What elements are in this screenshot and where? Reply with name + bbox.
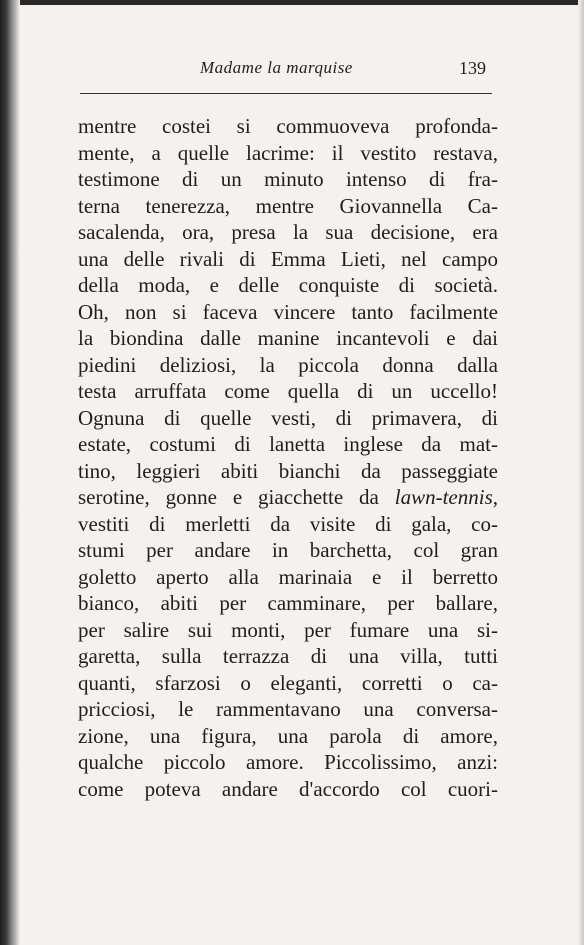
text-line: mente, a quelle lacrime: il vestito restava, bbox=[78, 140, 498, 165]
text-line: della moda, e delle conquiste di società. bbox=[78, 273, 498, 297]
text-line: mentre costei si commuoveva profonda- bbox=[78, 114, 498, 138]
text-line: garetta, sulla terrazza di una villa, tutti bbox=[78, 644, 498, 668]
header-rule bbox=[80, 93, 492, 94]
italic-phrase: lawn-tennis, bbox=[394, 485, 498, 509]
book-spine-shadow bbox=[0, 0, 20, 945]
page-right-edge bbox=[578, 0, 584, 945]
text-line: una delle rivali di Emma Lieti, nel campo bbox=[78, 246, 498, 271]
text-line: terna tenerezza, mentre Giovannella Ca- bbox=[78, 193, 498, 218]
text-line: qualche piccolo amore. Piccolissimo, anzi: bbox=[78, 750, 498, 774]
text-line: testa arruffata come quella di un uccello! bbox=[78, 379, 498, 403]
text-line: bianco, abiti per camminare, per ballare, bbox=[78, 591, 498, 615]
text-segment: serotine, gonne e giacchette da bbox=[78, 485, 379, 509]
page-top-edge bbox=[0, 0, 584, 5]
text-line: la biondina dalle manine incantevoli e dai bbox=[78, 326, 498, 350]
text-line: quanti, sfarzosi o eleganti, corretti o ca- bbox=[78, 670, 498, 695]
text-line-with-italic bbox=[78, 484, 498, 511]
text-line: Ognuna di quelle vesti, di primavera, di bbox=[78, 405, 498, 430]
text-line: stumi per andare in barchetta, col gran bbox=[78, 538, 498, 562]
text-line: per salire sui monti, per fumare una si- bbox=[78, 617, 498, 642]
text-line: piedini deliziosi, la piccola donna dalla bbox=[78, 352, 498, 377]
running-head bbox=[80, 58, 490, 84]
page-number: 139 bbox=[459, 58, 486, 78]
text-line: testimone di un minuto intenso di fra- bbox=[78, 167, 498, 191]
running-title: Madame la marquise bbox=[200, 58, 353, 77]
text-line: zione, una figura, una parola di amore, bbox=[78, 723, 498, 748]
text-line: estate, costumi di lanetta inglese da mat- bbox=[78, 432, 498, 456]
body-text bbox=[78, 113, 498, 802]
text-line: sacalenda, ora, presa la sua decisione, era bbox=[78, 220, 498, 244]
text-line: pricciosi, le rammentavano una conversa- bbox=[78, 697, 498, 721]
text-line: Oh, non si faceva vincere tanto facilmente bbox=[78, 299, 498, 324]
text-line: vestiti di merletti da visite di gala, co- bbox=[78, 511, 498, 536]
text-line: goletto aperto alla marinaia e il berretto bbox=[78, 564, 498, 589]
text-line: come poteva andare d'accordo col cuori- bbox=[78, 776, 498, 801]
text-line: tino, leggieri abiti bianchi da passeggiate bbox=[78, 458, 498, 483]
